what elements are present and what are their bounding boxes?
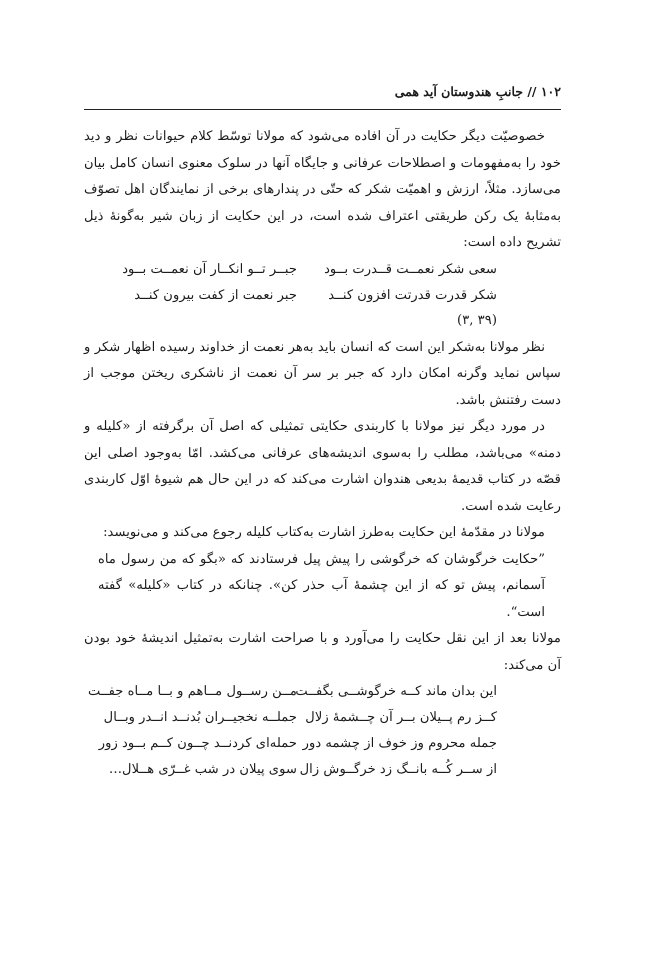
paragraph-intro: خصوصیّت دیگر حکایت در آن افاده می‌شود که مولانا توسّط کلام حیوانات نظر و دید خود را به‌مفهومات و اصطلاحات عرفانی و جایگاه آنها در سلوک معنوی انسان کامل بیان می‌سازد. مثلاً، ارزش و اهمیّت شکر که حتّی در پندارهای برخی از نمایندگان اهل تصوّف به‌مثابهٔ یک رکن طریقتی اعتراف شده است، در این حکایت از زبان شیر به‌گونهٔ ذیل تشریح داده است: (84, 129, 561, 250)
verse-line (84, 757, 497, 783)
hemistich-first: جمله محروم وز خوف از چشمه دور (302, 736, 497, 751)
hemistich-second: جملــه نخجیــران بُدنــد انــدر وبــال (103, 710, 297, 725)
page-body (84, 124, 561, 783)
paragraph-introduction-reference: مولانا در مقدّمهٔ این حکایت به‌طرز اشارت به‌کتاب کلیله رجوع می‌کند و می‌نویسد: (103, 525, 545, 540)
hemistich-first: این بدان ماند کــه خرگوشــی بگفــت (295, 684, 497, 699)
hemistich-second: جبر نعمت از کفت بیرون کنــد (134, 287, 297, 303)
header-rule (84, 109, 561, 110)
verse-line (84, 283, 497, 309)
verse-block-shukr (84, 257, 561, 333)
verse-block-rabbit (84, 679, 561, 783)
paragraph-lead-in: مولانا بعد از این نقل حکایت را می‌آورد و با صراحت اشارت به‌تمثیل اندیشهٔ خود بودن آن می‌کند: (84, 631, 561, 673)
verse-line (84, 257, 497, 283)
running-title: ۱۰۲ // جانبِ هندوستان آید همی (394, 84, 561, 99)
hemistich-first: شکر قدرت قدرتت افزون کنــد (328, 287, 497, 303)
hemistich-second: حمله‌ای کردنــد چــون کــم بــود زور (98, 736, 297, 751)
hemistich-first: کــز رم پــیلان بــر آن چــشمهٔ زلال (305, 710, 497, 725)
verse-line (84, 705, 497, 731)
paragraph-kalila: در مورد دیگر نیز مولانا با کاربندی حکایتی تمثیلی که اصل آن برگرفته از «کلیله و دمنه» می‌باشد، مطلب را به‌سوی اندیشه‌های عرفانی می‌کشد. امّا به‌وجود اصلی این قصّه در کتاب قدیمهٔ بدیعی هندوان اشارت می‌کند که در این حال هم شیوهٔ اوّل کاربندی رعایت شده است. (84, 419, 561, 514)
paragraph-shukr-commentary: نظر مولانا به‌شکر این است که انسان باید به‌هر نعمت از خداوند رسیده اظهار شکر و سپاس نماید وگرنه امکان دارد که جبر بر سر آن نعمت از ناشکری ریختن موجب از دست رفتنش باشد. (84, 339, 561, 408)
running-header (84, 84, 561, 106)
verse-citation: (۳۹ ,۳) (457, 312, 497, 328)
block-quote: ”حکایت خرگوشان که خرگوشی را پیش پیل فرستادند که «بگو که من رسول ماه آسمانم، پیش تو که از این چشمهٔ آب حذر کن». چنانکه در کتاب «کلیله» گفته است“. (98, 551, 545, 620)
hemistich-first: از ســر کُــه بانــگ زد خرگــوش زال (299, 762, 497, 777)
verse-line (84, 679, 497, 705)
hemistich-second: مــن رســول مــاهم و بــا مــاه جفــت (87, 684, 297, 699)
hemistich-second: سوی پیلان در شب غــرّی هــلال… (108, 762, 297, 777)
hemistich-second: جبــر تــو انکــار آن نعمــت بــود (122, 261, 297, 277)
verse-line (84, 731, 497, 757)
hemistich-first: سعی شکر نعمــت قــدرت بــود (324, 261, 497, 277)
